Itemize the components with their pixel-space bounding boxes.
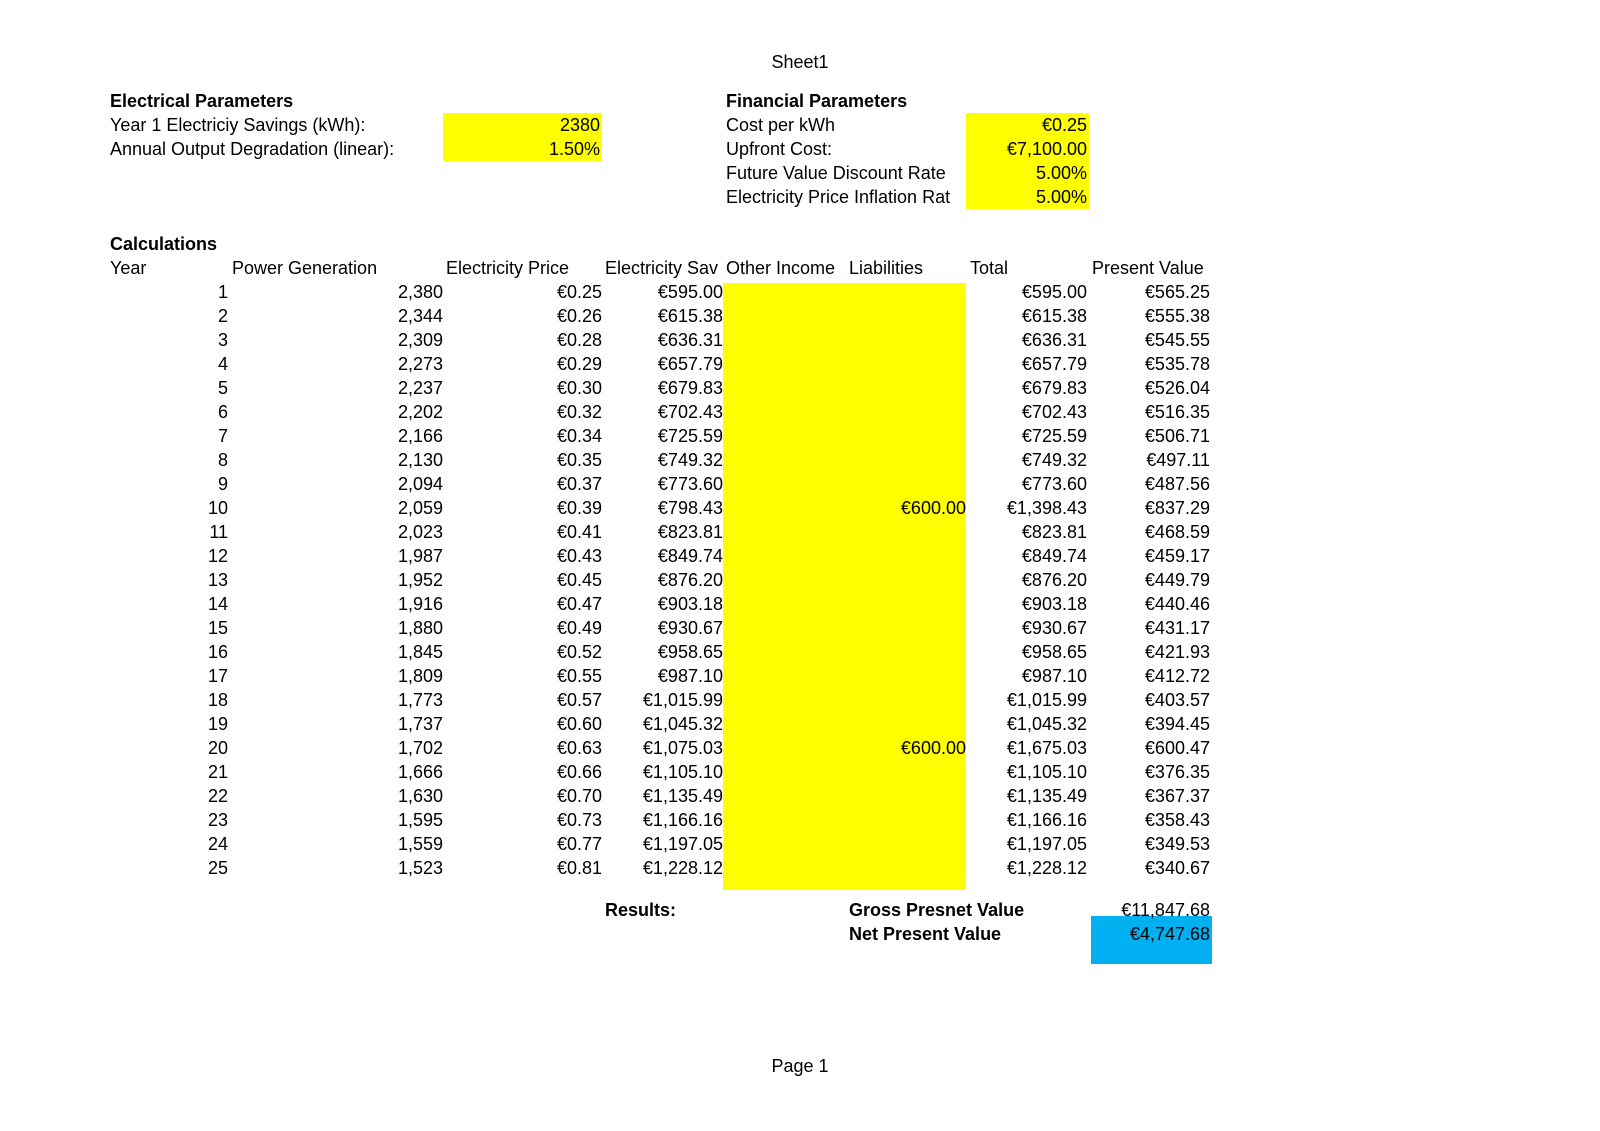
cell-power-generation: 1,916 [397,594,443,614]
cell-liabilities [851,520,966,544]
cell-total: €1,398.43 [1006,498,1087,518]
cell-other-income [731,424,846,448]
inflation-rate-label: Electricity Price Inflation Rat [726,187,951,207]
cell-power-generation: 1,880 [397,618,443,638]
cell-electricity-savings: €1,197.05 [642,834,723,854]
cell-present-value: €459.17 [1144,546,1210,566]
cell-total: €1,675.03 [1006,738,1087,758]
cell-electricity-savings: €595.00 [657,282,723,302]
cell-liabilities [851,400,966,424]
cell-year: 6 [217,402,228,422]
cell-electricity-savings: €1,015.99 [642,690,723,710]
page-number: Page 1 [771,1056,829,1076]
cell-power-generation: 1,737 [397,714,443,734]
cell-total: €958.65 [1021,642,1087,662]
cell-liabilities: €600.00 [900,738,966,758]
cell-power-generation: 2,237 [397,378,443,398]
cell-present-value: €468.59 [1144,522,1210,542]
cell-electricity-price: €0.34 [556,426,602,446]
cell-present-value: €376.35 [1144,762,1210,782]
year1-savings-label: Year 1 Electriciy Savings (kWh): [110,115,366,135]
column-header-electricity-savings: Electricity Sav [605,258,719,278]
cell-present-value: €565.25 [1144,282,1210,302]
cell-power-generation: 1,952 [397,570,443,590]
cell-liabilities [851,304,966,328]
upfront-cost-value[interactable]: €7,100.00 [1006,139,1087,159]
cell-power-generation: 2,023 [397,522,443,542]
cell-present-value: €516.35 [1144,402,1210,422]
cell-power-generation: 1,595 [397,810,443,830]
cell-liabilities [851,328,966,352]
cell-liabilities [851,448,966,472]
cell-liabilities [851,712,966,736]
cell-liabilities [851,472,966,496]
cell-power-generation: 1,559 [397,834,443,854]
year1-savings-value[interactable]: 2380 [559,115,600,135]
cell-power-generation: 2,273 [397,354,443,374]
net-present-value-label: Net Present Value [849,924,1002,944]
cell-total: €1,197.05 [1006,834,1087,854]
cell-present-value: €340.67 [1144,858,1210,878]
cell-liabilities [851,280,966,304]
cell-liabilities [851,592,966,616]
cell-other-income [731,736,846,760]
cell-electricity-price: €0.57 [556,690,602,710]
cell-present-value: €600.47 [1144,738,1210,758]
cell-power-generation: 1,702 [397,738,443,758]
cell-electricity-price: €0.30 [556,378,602,398]
cell-year: 12 [207,546,228,566]
cell-electricity-savings: €1,075.03 [642,738,723,758]
cell-year: 4 [217,354,228,374]
cell-electricity-savings: €958.65 [657,642,723,662]
cell-liabilities [851,760,966,784]
cell-electricity-price: €0.81 [556,858,602,878]
column-header-total: Total [970,258,1009,278]
cell-power-generation: 1,666 [397,762,443,782]
cell-year: 25 [207,858,228,878]
cell-present-value: €412.72 [1144,666,1210,686]
cell-total: €1,135.49 [1006,786,1087,806]
cell-year: 3 [217,330,228,350]
net-present-value: €4,747.68 [1129,924,1210,944]
column-header-power-generation: Power Generation [232,258,378,278]
cell-year: 1 [217,282,228,302]
financial-parameters-heading: Financial Parameters [726,91,908,111]
cell-electricity-savings: €876.20 [657,570,723,590]
discount-rate-label: Future Value Discount Rate [726,163,946,183]
cell-electricity-savings: €773.60 [657,474,723,494]
degradation-value[interactable]: 1.50% [548,139,600,159]
column-header-present-value: Present Value [1092,258,1204,278]
cell-year: 19 [207,714,228,734]
cell-power-generation: 1,630 [397,786,443,806]
cell-total: €657.79 [1021,354,1087,374]
cell-total: €1,166.16 [1006,810,1087,830]
cell-electricity-price: €0.45 [556,570,602,590]
cell-liabilities [851,376,966,400]
cell-power-generation: 1,773 [397,690,443,710]
cell-electricity-price: €0.73 [556,810,602,830]
cell-total: €1,045.32 [1006,714,1087,734]
cell-other-income [731,352,846,376]
gross-present-value-label: Gross Presnet Value [849,900,1025,920]
cell-electricity-savings: €987.10 [657,666,723,686]
cell-total: €903.18 [1021,594,1087,614]
cell-electricity-savings: €749.32 [657,450,723,470]
cell-total: €679.83 [1021,378,1087,398]
cell-present-value: €555.38 [1144,306,1210,326]
cell-other-income [731,280,846,304]
cell-electricity-price: €0.52 [556,642,602,662]
cell-present-value: €545.55 [1144,330,1210,350]
cell-year: 16 [207,642,228,662]
cell-other-income [731,304,846,328]
cell-present-value: €506.71 [1144,426,1210,446]
cell-other-income [731,520,846,544]
cell-present-value: €394.45 [1144,714,1210,734]
cell-electricity-price: €0.32 [556,402,602,422]
cell-electricity-price: €0.70 [556,786,602,806]
cell-other-income [731,664,846,688]
cell-electricity-price: €0.47 [556,594,602,614]
cell-total: €1,105.10 [1006,762,1087,782]
cell-liabilities [851,664,966,688]
cell-liabilities [851,616,966,640]
cell-year: 17 [207,666,228,686]
sheet-title: Sheet1 [771,52,829,72]
cell-present-value: €497.11 [1146,450,1210,470]
cell-total: €615.38 [1021,306,1087,326]
cell-other-income [731,616,846,640]
cost-per-kwh-value[interactable]: €0.25 [1041,115,1087,135]
cell-year: 14 [207,594,228,614]
cell-electricity-price: €0.25 [556,282,602,302]
cell-liabilities [851,424,966,448]
cell-other-income [731,472,846,496]
cell-present-value: €349.53 [1144,834,1210,854]
cell-present-value: €440.46 [1144,594,1210,614]
cell-total: €849.74 [1021,546,1087,566]
column-header-electricity-price: Electricity Price [446,258,570,278]
cell-present-value: €403.57 [1144,690,1210,710]
gross-present-value: €11,847.68 [1121,900,1210,920]
cell-liabilities [851,352,966,376]
cell-present-value: €431.17 [1144,618,1210,638]
cell-total: €930.67 [1021,618,1087,638]
cell-electricity-savings: €636.31 [657,330,723,350]
cell-electricity-price: €0.41 [556,522,602,542]
cell-electricity-savings: €798.43 [657,498,723,518]
cell-electricity-savings: €930.67 [657,618,723,638]
cell-total: €749.32 [1021,450,1087,470]
cell-liabilities [851,568,966,592]
cell-electricity-savings: €1,105.10 [642,762,723,782]
cell-electricity-price: €0.43 [556,546,602,566]
cell-total: €823.81 [1021,522,1087,542]
cell-power-generation: 2,202 [397,402,443,422]
cell-present-value: €421.93 [1144,642,1210,662]
cell-year: 7 [217,426,228,446]
cell-liabilities [851,688,966,712]
column-header-liabilities: Liabilities [849,258,924,278]
cell-total: €725.59 [1021,426,1087,446]
cell-electricity-price: €0.28 [556,330,602,350]
upfront-cost-label: Upfront Cost: [726,139,833,159]
cell-year: 22 [207,786,228,806]
cell-other-income [731,568,846,592]
cell-other-income [731,496,846,520]
cell-electricity-savings: €1,135.49 [642,786,723,806]
cell-power-generation: 2,166 [397,426,443,446]
cell-electricity-savings: €657.79 [657,354,723,374]
cell-year: 13 [207,570,228,590]
cell-electricity-savings: €1,228.12 [642,858,723,878]
cost-per-kwh-label: Cost per kWh [726,115,836,135]
cell-liabilities [851,640,966,664]
cell-year: 11 [209,522,228,542]
cell-electricity-savings: €679.83 [657,378,723,398]
cell-year: 9 [217,474,228,494]
cell-year: 5 [217,378,228,398]
electrical-parameters-heading: Electrical Parameters [110,91,294,111]
cell-year: 23 [207,810,228,830]
cell-total: €773.60 [1021,474,1087,494]
cell-year: 8 [217,450,228,470]
cell-electricity-savings: €702.43 [657,402,723,422]
cell-other-income [731,592,846,616]
cell-present-value: €535.78 [1144,354,1210,374]
cell-electricity-price: €0.66 [556,762,602,782]
cell-electricity-price: €0.26 [556,306,602,326]
cell-electricity-price: €0.63 [556,738,602,758]
cell-total: €1,015.99 [1006,690,1087,710]
cell-other-income [731,448,846,472]
cell-total: €876.20 [1021,570,1087,590]
column-header-year: Year [110,258,147,278]
cell-power-generation: 1,845 [397,642,443,662]
cell-present-value: €487.56 [1144,474,1210,494]
cell-electricity-savings: €725.59 [657,426,723,446]
cell-power-generation: 2,094 [397,474,443,494]
cell-electricity-savings: €1,166.16 [642,810,723,830]
cell-liabilities: €600.00 [900,498,966,518]
cell-other-income [731,400,846,424]
cell-electricity-price: €0.35 [556,450,602,470]
cell-liabilities [851,784,966,808]
cell-year: 10 [207,498,228,518]
cell-electricity-price: €0.29 [556,354,602,374]
cell-electricity-price: €0.37 [556,474,602,494]
cell-total: €636.31 [1021,330,1087,350]
cell-power-generation: 2,380 [397,282,443,302]
cell-power-generation: 2,130 [397,450,443,470]
cell-electricity-savings: €903.18 [657,594,723,614]
cell-power-generation: 2,059 [397,498,443,518]
results-label: Results: [605,900,677,920]
cell-electricity-savings: €1,045.32 [642,714,723,734]
cell-other-income [731,544,846,568]
discount-rate-value[interactable]: 5.00% [1035,163,1087,183]
cell-other-income [731,712,846,736]
cell-power-generation: 1,987 [397,546,443,566]
cell-year: 18 [207,690,228,710]
degradation-label: Annual Output Degradation (linear): [110,139,395,159]
cell-electricity-savings: €823.81 [657,522,723,542]
cell-year: 24 [207,834,228,854]
cell-other-income [731,760,846,784]
cell-total: €1,228.12 [1006,858,1087,878]
column-header-other-income: Other Income [726,258,836,278]
inflation-rate-value[interactable]: 5.00% [1035,187,1087,207]
cell-electricity-price: €0.77 [556,834,602,854]
cell-liabilities [851,856,966,880]
cell-year: 20 [207,738,228,758]
cell-power-generation: 1,523 [397,858,443,878]
calculations-heading: Calculations [110,234,218,254]
cell-liabilities [851,832,966,856]
cell-other-income [731,856,846,880]
cell-total: €595.00 [1021,282,1087,302]
cell-year: 15 [207,618,228,638]
cell-electricity-savings: €849.74 [657,546,723,566]
cell-electricity-price: €0.39 [556,498,602,518]
cell-power-generation: 2,309 [397,330,443,350]
cell-electricity-price: €0.49 [556,618,602,638]
cell-electricity-price: €0.55 [556,666,602,686]
cell-power-generation: 2,344 [397,306,443,326]
cell-present-value: €837.29 [1144,498,1210,518]
cell-other-income [731,832,846,856]
cell-electricity-price: €0.60 [556,714,602,734]
cell-year: 2 [217,306,228,326]
cell-other-income [731,688,846,712]
cell-other-income [731,640,846,664]
cell-other-income [731,808,846,832]
cell-other-income [731,784,846,808]
cell-other-income [731,376,846,400]
cell-total: €702.43 [1021,402,1087,422]
cell-total: €987.10 [1021,666,1087,686]
cell-present-value: €449.79 [1144,570,1210,590]
cell-present-value: €358.43 [1144,810,1210,830]
cell-power-generation: 1,809 [397,666,443,686]
cell-liabilities [851,808,966,832]
cell-other-income [731,328,846,352]
cell-liabilities [851,544,966,568]
cell-present-value: €367.37 [1144,786,1210,806]
cell-year: 21 [207,762,228,782]
cell-electricity-savings: €615.38 [657,306,723,326]
cell-present-value: €526.04 [1144,378,1210,398]
